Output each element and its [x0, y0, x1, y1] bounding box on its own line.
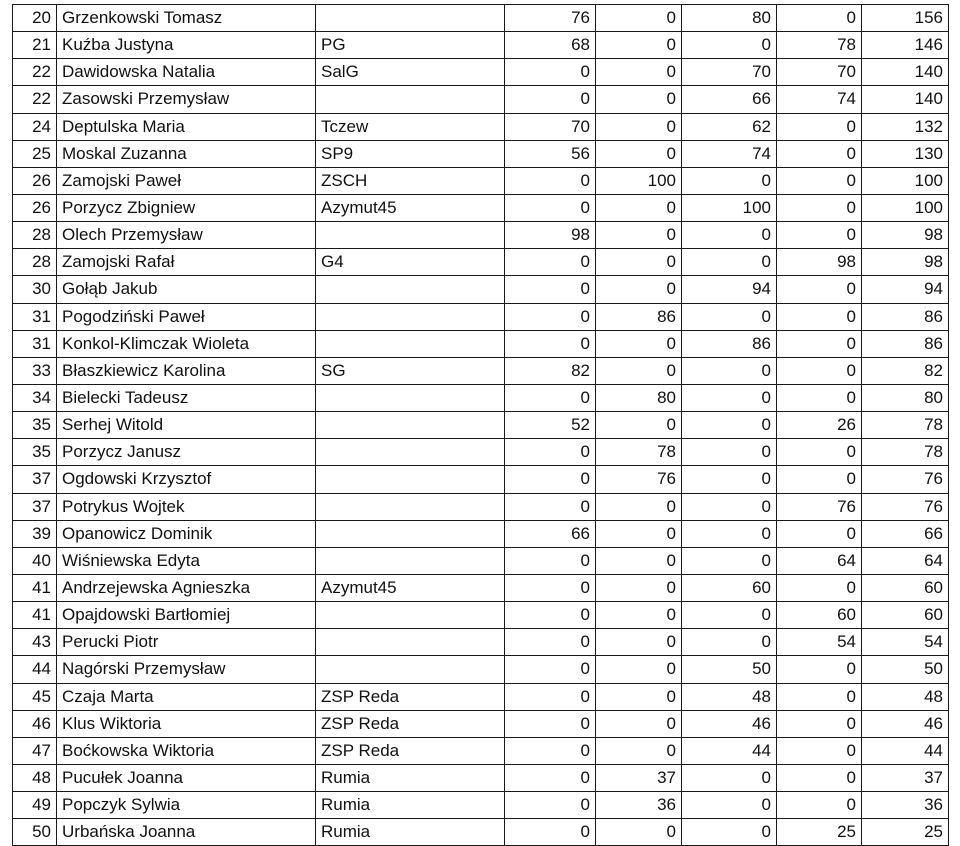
total-cell: 94 — [862, 276, 949, 303]
place-cell: 26 — [13, 167, 57, 194]
score-2-cell: 0 — [596, 710, 682, 737]
total-cell: 80 — [862, 384, 949, 411]
club-cell — [316, 493, 505, 520]
name-cell: Czaja Marta — [57, 683, 316, 710]
table-row — [13, 5, 949, 32]
score-1-cell: 0 — [505, 547, 596, 574]
score-3-cell: 44 — [682, 737, 777, 764]
score-3-cell: 0 — [682, 520, 777, 547]
score-4-cell: 25 — [777, 819, 862, 846]
score-2-cell: 100 — [596, 167, 682, 194]
place-cell: 37 — [13, 493, 57, 520]
club-cell — [316, 86, 505, 113]
place-cell: 22 — [13, 59, 57, 86]
table-row — [13, 710, 949, 737]
score-3-cell: 50 — [682, 656, 777, 683]
total-cell: 140 — [862, 59, 949, 86]
score-2-cell: 0 — [596, 493, 682, 520]
name-cell: Serhej Witold — [57, 412, 316, 439]
total-cell: 132 — [862, 113, 949, 140]
table-row — [13, 412, 949, 439]
club-cell — [316, 439, 505, 466]
score-4-cell: 0 — [777, 520, 862, 547]
score-4-cell: 0 — [777, 303, 862, 330]
score-3-cell: 60 — [682, 574, 777, 601]
table-row — [13, 276, 949, 303]
score-3-cell: 0 — [682, 819, 777, 846]
table-row — [13, 330, 949, 357]
table-row — [13, 629, 949, 656]
table-row — [13, 384, 949, 411]
name-cell: Perucki Piotr — [57, 629, 316, 656]
score-4-cell: 98 — [777, 249, 862, 276]
score-1-cell: 0 — [505, 59, 596, 86]
score-3-cell: 0 — [682, 384, 777, 411]
score-3-cell: 86 — [682, 330, 777, 357]
score-1-cell: 98 — [505, 222, 596, 249]
club-cell — [316, 330, 505, 357]
score-2-cell: 0 — [596, 547, 682, 574]
score-4-cell: 0 — [777, 466, 862, 493]
place-cell: 40 — [13, 547, 57, 574]
club-cell: SG — [316, 357, 505, 384]
score-2-cell: 80 — [596, 384, 682, 411]
score-4-cell: 0 — [777, 710, 862, 737]
score-3-cell: 48 — [682, 683, 777, 710]
score-1-cell: 0 — [505, 439, 596, 466]
total-cell: 98 — [862, 249, 949, 276]
table-row — [13, 602, 949, 629]
score-4-cell: 26 — [777, 412, 862, 439]
place-cell: 28 — [13, 249, 57, 276]
score-4-cell: 74 — [777, 86, 862, 113]
score-4-cell: 60 — [777, 602, 862, 629]
club-cell — [316, 303, 505, 330]
club-cell: Tczew — [316, 113, 505, 140]
score-4-cell: 76 — [777, 493, 862, 520]
total-cell: 60 — [862, 574, 949, 601]
score-1-cell: 0 — [505, 656, 596, 683]
place-cell: 41 — [13, 574, 57, 601]
score-4-cell: 0 — [777, 656, 862, 683]
table-row — [13, 113, 949, 140]
score-4-cell: 0 — [777, 764, 862, 791]
place-cell: 49 — [13, 792, 57, 819]
score-2-cell: 0 — [596, 629, 682, 656]
total-cell: 25 — [862, 819, 949, 846]
score-4-cell: 54 — [777, 629, 862, 656]
score-1-cell: 0 — [505, 86, 596, 113]
place-cell: 22 — [13, 86, 57, 113]
name-cell: Gołąb Jakub — [57, 276, 316, 303]
score-2-cell: 0 — [596, 683, 682, 710]
score-1-cell: 0 — [505, 249, 596, 276]
score-3-cell: 0 — [682, 629, 777, 656]
score-4-cell: 0 — [777, 439, 862, 466]
score-2-cell: 37 — [596, 764, 682, 791]
total-cell: 48 — [862, 683, 949, 710]
total-cell: 130 — [862, 140, 949, 167]
club-cell: Rumia — [316, 819, 505, 846]
name-cell: Kuźba Justyna — [57, 32, 316, 59]
total-cell: 66 — [862, 520, 949, 547]
score-3-cell: 66 — [682, 86, 777, 113]
score-2-cell: 0 — [596, 819, 682, 846]
club-cell: Azymut45 — [316, 194, 505, 221]
score-4-cell: 0 — [777, 113, 862, 140]
place-cell: 46 — [13, 710, 57, 737]
table-row — [13, 167, 949, 194]
score-4-cell: 0 — [777, 140, 862, 167]
table-row — [13, 547, 949, 574]
total-cell: 86 — [862, 303, 949, 330]
name-cell: Olech Przemysław — [57, 222, 316, 249]
place-cell: 30 — [13, 276, 57, 303]
name-cell: Porzycz Janusz — [57, 439, 316, 466]
place-cell: 44 — [13, 656, 57, 683]
score-2-cell: 0 — [596, 222, 682, 249]
score-2-cell: 78 — [596, 439, 682, 466]
score-2-cell: 0 — [596, 357, 682, 384]
place-cell: 31 — [13, 330, 57, 357]
club-cell: G4 — [316, 249, 505, 276]
score-3-cell: 74 — [682, 140, 777, 167]
table-row — [13, 656, 949, 683]
total-cell: 76 — [862, 466, 949, 493]
score-1-cell: 0 — [505, 194, 596, 221]
score-1-cell: 0 — [505, 710, 596, 737]
score-3-cell: 94 — [682, 276, 777, 303]
club-cell — [316, 412, 505, 439]
name-cell: Zasowski Przemysław — [57, 86, 316, 113]
score-1-cell: 70 — [505, 113, 596, 140]
table-row — [13, 493, 949, 520]
name-cell: Opajdowski Bartłomiej — [57, 602, 316, 629]
results-body — [13, 5, 949, 846]
table-row — [13, 520, 949, 547]
table-row — [13, 439, 949, 466]
place-cell: 25 — [13, 140, 57, 167]
score-3-cell: 0 — [682, 222, 777, 249]
score-3-cell: 0 — [682, 357, 777, 384]
name-cell: Andrzejewska Agnieszka — [57, 574, 316, 601]
name-cell: Nagórski Przemysław — [57, 656, 316, 683]
table-row — [13, 764, 949, 791]
score-4-cell: 0 — [777, 222, 862, 249]
place-cell: 26 — [13, 194, 57, 221]
score-1-cell: 0 — [505, 764, 596, 791]
results-table — [12, 4, 949, 846]
table-row — [13, 249, 949, 276]
table-row — [13, 683, 949, 710]
club-cell: SalG — [316, 59, 505, 86]
place-cell: 20 — [13, 5, 57, 32]
name-cell: Popczyk Sylwia — [57, 792, 316, 819]
score-2-cell: 86 — [596, 303, 682, 330]
score-1-cell: 0 — [505, 792, 596, 819]
name-cell: Klus Wiktoria — [57, 710, 316, 737]
score-1-cell: 82 — [505, 357, 596, 384]
table-row — [13, 574, 949, 601]
score-2-cell: 0 — [596, 737, 682, 764]
total-cell: 100 — [862, 167, 949, 194]
name-cell: Ogdowski Krzysztof — [57, 466, 316, 493]
score-1-cell: 56 — [505, 140, 596, 167]
score-1-cell: 0 — [505, 276, 596, 303]
club-cell: SP9 — [316, 140, 505, 167]
club-cell: ZSP Reda — [316, 710, 505, 737]
score-2-cell: 0 — [596, 574, 682, 601]
table-row — [13, 466, 949, 493]
score-2-cell: 36 — [596, 792, 682, 819]
score-4-cell: 0 — [777, 737, 862, 764]
name-cell: Moskal Zuzanna — [57, 140, 316, 167]
table-row — [13, 737, 949, 764]
place-cell: 35 — [13, 439, 57, 466]
score-4-cell: 0 — [777, 167, 862, 194]
club-cell — [316, 5, 505, 32]
club-cell — [316, 384, 505, 411]
place-cell: 28 — [13, 222, 57, 249]
score-2-cell: 0 — [596, 32, 682, 59]
club-cell — [316, 547, 505, 574]
table-row — [13, 303, 949, 330]
name-cell: Dawidowska Natalia — [57, 59, 316, 86]
score-2-cell: 0 — [596, 194, 682, 221]
score-2-cell: 0 — [596, 59, 682, 86]
score-4-cell: 0 — [777, 194, 862, 221]
score-2-cell: 0 — [596, 602, 682, 629]
score-3-cell: 0 — [682, 792, 777, 819]
club-cell — [316, 629, 505, 656]
score-4-cell: 0 — [777, 5, 862, 32]
name-cell: Wiśniewska Edyta — [57, 547, 316, 574]
score-3-cell: 80 — [682, 5, 777, 32]
name-cell: Opanowicz Dominik — [57, 520, 316, 547]
total-cell: 44 — [862, 737, 949, 764]
club-cell: ZSCH — [316, 167, 505, 194]
place-cell: 24 — [13, 113, 57, 140]
club-cell: Rumia — [316, 792, 505, 819]
score-4-cell: 0 — [777, 683, 862, 710]
table-row — [13, 194, 949, 221]
club-cell: ZSP Reda — [316, 737, 505, 764]
total-cell: 98 — [862, 222, 949, 249]
place-cell: 21 — [13, 32, 57, 59]
club-cell — [316, 656, 505, 683]
total-cell: 140 — [862, 86, 949, 113]
score-2-cell: 0 — [596, 656, 682, 683]
club-cell: PG — [316, 32, 505, 59]
score-1-cell: 0 — [505, 466, 596, 493]
place-cell: 39 — [13, 520, 57, 547]
place-cell: 31 — [13, 303, 57, 330]
name-cell: Bielecki Tadeusz — [57, 384, 316, 411]
score-1-cell: 0 — [505, 737, 596, 764]
total-cell: 37 — [862, 764, 949, 791]
score-2-cell: 0 — [596, 249, 682, 276]
score-3-cell: 0 — [682, 493, 777, 520]
score-1-cell: 0 — [505, 303, 596, 330]
total-cell: 54 — [862, 629, 949, 656]
place-cell: 33 — [13, 357, 57, 384]
score-2-cell: 0 — [596, 5, 682, 32]
total-cell: 78 — [862, 412, 949, 439]
table-row — [13, 357, 949, 384]
name-cell: Boćkowska Wiktoria — [57, 737, 316, 764]
total-cell: 100 — [862, 194, 949, 221]
total-cell: 78 — [862, 439, 949, 466]
score-1-cell: 52 — [505, 412, 596, 439]
place-cell: 37 — [13, 466, 57, 493]
club-cell — [316, 222, 505, 249]
score-2-cell: 0 — [596, 276, 682, 303]
name-cell: Pogodziński Paweł — [57, 303, 316, 330]
score-2-cell: 0 — [596, 412, 682, 439]
place-cell: 35 — [13, 412, 57, 439]
total-cell: 46 — [862, 710, 949, 737]
total-cell: 146 — [862, 32, 949, 59]
score-1-cell: 68 — [505, 32, 596, 59]
club-cell: Rumia — [316, 764, 505, 791]
score-3-cell: 62 — [682, 113, 777, 140]
total-cell: 60 — [862, 602, 949, 629]
club-cell — [316, 602, 505, 629]
score-1-cell: 0 — [505, 819, 596, 846]
score-3-cell: 100 — [682, 194, 777, 221]
table-row — [13, 819, 949, 846]
club-cell — [316, 276, 505, 303]
score-3-cell: 0 — [682, 602, 777, 629]
score-4-cell: 0 — [777, 792, 862, 819]
total-cell: 76 — [862, 493, 949, 520]
place-cell: 34 — [13, 384, 57, 411]
name-cell: Porzycz Zbigniew — [57, 194, 316, 221]
place-cell: 50 — [13, 819, 57, 846]
score-2-cell: 0 — [596, 86, 682, 113]
score-1-cell: 0 — [505, 330, 596, 357]
name-cell: Błaszkiewicz Karolina — [57, 357, 316, 384]
score-3-cell: 46 — [682, 710, 777, 737]
total-cell: 64 — [862, 547, 949, 574]
score-3-cell: 0 — [682, 412, 777, 439]
score-1-cell: 0 — [505, 602, 596, 629]
name-cell: Zamojski Paweł — [57, 167, 316, 194]
score-4-cell: 0 — [777, 574, 862, 601]
score-4-cell: 0 — [777, 276, 862, 303]
place-cell: 45 — [13, 683, 57, 710]
table-row — [13, 32, 949, 59]
score-3-cell: 0 — [682, 439, 777, 466]
score-4-cell: 78 — [777, 32, 862, 59]
name-cell: Grzenkowski Tomasz — [57, 5, 316, 32]
score-2-cell: 0 — [596, 140, 682, 167]
score-3-cell: 0 — [682, 764, 777, 791]
score-1-cell: 0 — [505, 629, 596, 656]
score-4-cell: 0 — [777, 357, 862, 384]
score-1-cell: 0 — [505, 167, 596, 194]
score-2-cell: 0 — [596, 330, 682, 357]
total-cell: 50 — [862, 656, 949, 683]
score-4-cell: 0 — [777, 330, 862, 357]
name-cell: Zamojski Rafał — [57, 249, 316, 276]
score-2-cell: 76 — [596, 466, 682, 493]
table-row — [13, 222, 949, 249]
name-cell: Urbańska Joanna — [57, 819, 316, 846]
name-cell: Potrykus Wojtek — [57, 493, 316, 520]
name-cell: Konkol-Klimczak Wioleta — [57, 330, 316, 357]
table-row — [13, 140, 949, 167]
score-3-cell: 0 — [682, 32, 777, 59]
club-cell: Azymut45 — [316, 574, 505, 601]
score-2-cell: 0 — [596, 520, 682, 547]
table-row — [13, 86, 949, 113]
score-1-cell: 76 — [505, 5, 596, 32]
score-3-cell: 70 — [682, 59, 777, 86]
total-cell: 82 — [862, 357, 949, 384]
score-3-cell: 0 — [682, 303, 777, 330]
place-cell: 41 — [13, 602, 57, 629]
score-1-cell: 0 — [505, 683, 596, 710]
score-1-cell: 0 — [505, 493, 596, 520]
score-4-cell: 0 — [777, 384, 862, 411]
club-cell — [316, 520, 505, 547]
total-cell: 156 — [862, 5, 949, 32]
score-3-cell: 0 — [682, 547, 777, 574]
score-4-cell: 70 — [777, 59, 862, 86]
score-1-cell: 0 — [505, 384, 596, 411]
score-3-cell: 0 — [682, 249, 777, 276]
place-cell: 43 — [13, 629, 57, 656]
place-cell: 47 — [13, 737, 57, 764]
total-cell: 86 — [862, 330, 949, 357]
score-3-cell: 0 — [682, 466, 777, 493]
score-1-cell: 0 — [505, 574, 596, 601]
name-cell: Deptulska Maria — [57, 113, 316, 140]
table-row — [13, 792, 949, 819]
name-cell: Pucułek Joanna — [57, 764, 316, 791]
place-cell: 48 — [13, 764, 57, 791]
score-4-cell: 64 — [777, 547, 862, 574]
club-cell: ZSP Reda — [316, 683, 505, 710]
total-cell: 36 — [862, 792, 949, 819]
table-row — [13, 59, 949, 86]
score-1-cell: 66 — [505, 520, 596, 547]
score-2-cell: 0 — [596, 113, 682, 140]
club-cell — [316, 466, 505, 493]
score-3-cell: 0 — [682, 167, 777, 194]
